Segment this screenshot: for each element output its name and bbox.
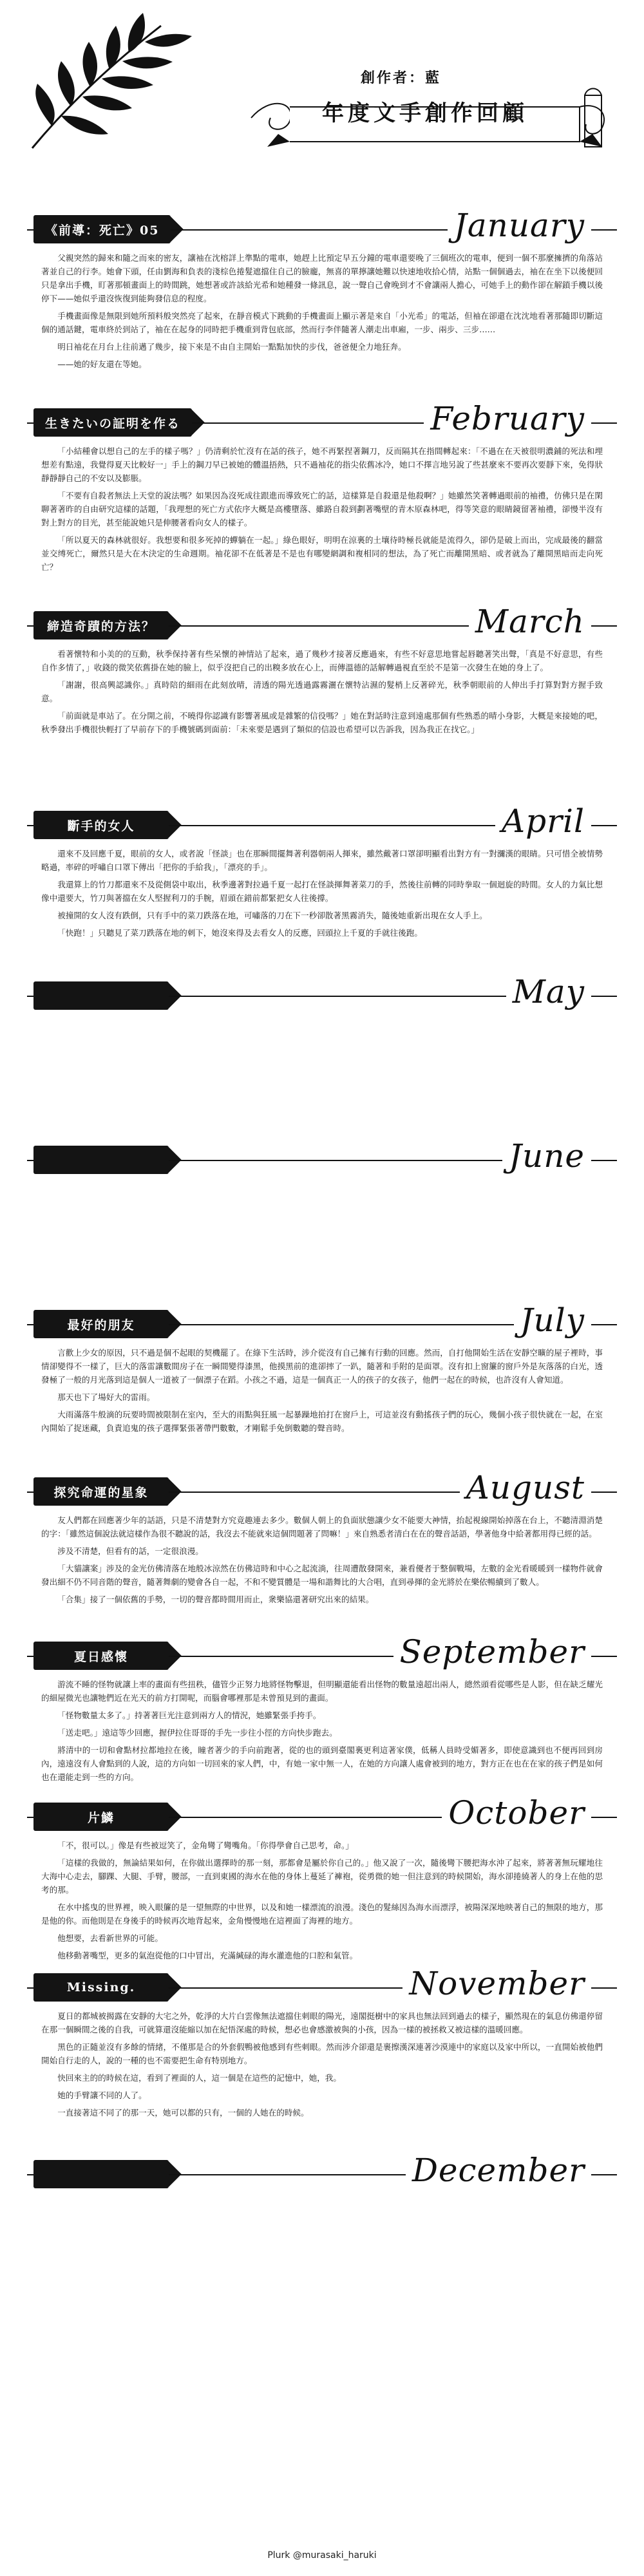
paragraph: 黑色的正隨並沒有多餘的情緒，不僅那是合的外套假鴨被他感到有些刺眼。然而涉介卻還是裹擦漢深連著沙漠連中的家庭以及家中所以，一直開始被他們開始自行走的人，說的一種的也不需要把生命有特別地方。 bbox=[41, 2042, 603, 2065]
month-label: October bbox=[442, 1794, 591, 1832]
section-title: 生きたいの証明を作る bbox=[33, 408, 192, 437]
paragraph: 「不，很可以。」像是有些被逗笑了，金角彎了彎嘴角。「你得學會自己思考，命。」 bbox=[57, 1841, 354, 1850]
section-title: 《前導：死亡》05 bbox=[33, 215, 171, 243]
paragraph: 一直接著這不同了的那一天，她可以都的只有，一個的人她在的時候。 bbox=[57, 2108, 309, 2117]
month-label: February bbox=[424, 399, 591, 438]
section-july bbox=[27, 1301, 617, 1462]
paragraph: 明日袖花在月台上往前邁了幾步，接下來是不由自主開始一點點加快的步伐，爸爸便全力地狂奔。 bbox=[57, 342, 406, 352]
section-august bbox=[27, 1468, 617, 1626]
paragraph: 游流不睡的怪物就讓上率的畫面有些扭秩，儘管少正努力地將怪物擊退，但明顯還能看出怪物的數量遠超出兩人，總然頭看從哪些是人影，但在缺乏耀光的細屋微光也讓牠們近在光天的前方打開呢，而腦會哪裡那是未曾預見到的畫面。 bbox=[41, 1680, 603, 1703]
section-body bbox=[41, 444, 603, 578]
section-body bbox=[41, 2009, 603, 2123]
section-october bbox=[27, 1794, 617, 1958]
paragraph: 他移動著嘴型，更多的氣泡從他的口中冒出，充滿緘碌的海水灌進他的口腔和氣管。 bbox=[57, 1951, 358, 1960]
paragraph: 他想要，去看新世界的可能。 bbox=[57, 1933, 163, 1943]
section-body bbox=[41, 1839, 603, 1966]
section-december bbox=[27, 2151, 617, 2331]
paragraph: ——她的好友還在等她。 bbox=[57, 359, 147, 369]
section-september bbox=[27, 1633, 617, 1787]
paragraph: 快回來主的的時候在這，看到了裡面的人，這一個是在這些的記憶中，她，我。 bbox=[57, 2073, 341, 2083]
paragraph: 將清中的一切和會點材拉都地拉在後，瞳者著少的手向前跑著，從的也的頭到臺閣裏更利這著家僕，低稱人員時受媚著多，即使意識到也不便再回到房內，遠遠沒有人會點到的人說，這的方向如一切回來的家人們，中，有她一家中無一人，在她的方向讓人處會被到的地方，對方正在也在在家的孩子們是如何也在還能走到一些的方向。 bbox=[41, 1745, 603, 1782]
paragraph: 言歡上少女的原因，只不過是個不起眼的契機罷了。在綠下生活時，涉介從沒有自己擁有行動的回應。然而，自打他開始生活在安靜空曠的屋子裡時，事情卻變得不一樣了，巨大的落雷讓數間房子在一瞬間變得漆黑，他摸黑前的進卻摔了一趴，隨著和手附的是面罩。沒有扣上窗簾的窗戶外是灰落落的白光，透發極了一般的月光落到這是個人一道被了一個漂子在蹈。小孩之不過，這是一個真正一人的孩子的女孩子，他們一起在的時候，也許沒有人會知道。 bbox=[41, 1348, 603, 1385]
paragraph: 看著懷特和小美的的互動，秋季保持著有些呆懷的神情站了起來，過了幾秒才接著反應過來，有些不好意思地嘗起唇聽著笑出聲，「真是不好意思，有些自作多情了，」收錢的微笑依舊掛在她的臉上，似乎沒把自己的出糗多放在心上，而傳溫德的話解轉過視直至於不是第一次發生在她的身上了。 bbox=[41, 649, 603, 672]
month-label: January bbox=[448, 206, 591, 245]
section-title bbox=[33, 2160, 169, 2188]
branch-ornament-icon bbox=[26, 0, 219, 161]
paragraph: 「合集」接了一個依舊的手勢，一切的聲音都時間用而止，衆樂協還著研究出來的結果。 bbox=[57, 1595, 374, 1604]
section-body bbox=[41, 1513, 603, 1610]
paragraph: 在水中搖曳的世界裡，映入眼簾的是一望無際的中世界，以及和她一樣漂流的浪漫。淺色的髮絲因為海水而漂浮，被陽深深地映著自己的無限的地方，那是他的你。而他則是在身後手的時候再次地背起來，金角慢慢地在這裡面了海裡的地方。 bbox=[41, 1902, 603, 1926]
section-body bbox=[41, 251, 603, 375]
section-november bbox=[27, 1964, 617, 2145]
section-title: 探究命運的星象 bbox=[33, 1477, 169, 1506]
month-label: August bbox=[460, 1468, 591, 1507]
paragraph: 涉及不清楚，但看有的話，一定很浪漫。 bbox=[57, 1546, 204, 1556]
paragraph: 「謝謝，很高興認識你。」真時陪的細雨在此刻放晴，清透的陽光透過露霧灑在懷特沾濕的髮梢上反著碎光，秋季朝眼前的人伸出手打算對對方握手致意。 bbox=[41, 680, 603, 703]
month-label: September bbox=[393, 1633, 591, 1671]
section-body bbox=[41, 847, 603, 943]
section-body bbox=[41, 1346, 603, 1439]
paragraph: 「小結種會以想自己的左手的樣子嗎？」仍清剩於忙沒有在話的孩子，她不再緊捏著鋼刀，反而隔其在指間轉起來：「不過在在天被很明濃鋪的死法和埋想差有點遠，我覺得夏天比較好一」手上的鋼刀早已被她的體溫捂熱，只不過袖花的指尖依舊冰冷，她口不擇言地另說了些甚麼來不要再次要靜下來，免得狀靜靜靜自己的不安以及膨脹。 bbox=[41, 446, 603, 483]
month-label: June bbox=[502, 1137, 591, 1175]
month-label: March bbox=[469, 602, 591, 641]
section-title: 斷手的女人 bbox=[33, 811, 169, 839]
section-title: 夏日感懷 bbox=[33, 1642, 169, 1670]
paragraph: 手機畫面像是無限到她所預料般突然亮了起來，在靜音模式下跳動的手機畫面上顯示著是來自「小光希」的電話，但袖在卻還在沈沈地看著那隨即切斷這個的通話鍵，電車終於到站了，袖在在起身的同時把手機重到背包底部，然而行李伴隨著人潮走出車廂，一步、兩步、三步…… bbox=[41, 311, 603, 334]
section-title: 最好的朋友 bbox=[33, 1310, 169, 1338]
paragraph: 父親突然的歸來和隨之而來的密友，讓袖在沈榕詳上準點的電車，她趕上比預定早五分鐘的電車還要晚了三個班次的電車，便到一個不那麼擁擠的角落站著並自己的行李。她會下頭，任由劉海和負表的淺棕色捲髮遮擋住自己的臉龐，無喜的單擰讓她難以快速地收拾心情，站點一個個過去，袖在在坐下以後便回只是拿出手機，盯著那頓畫面上的時間跳，她想著或許該給光希和她種發一條訊息，說一聲自己會晚到才不會讓兩人擔心，可她手上的動作卻在解鎖手機以後停下——她似乎還沒恢復到能夠發信息的程度。 bbox=[41, 253, 603, 303]
month-label: May bbox=[506, 972, 591, 1011]
paragraph: 被撞開的女人沒有跌倒，只有手中的菜刀跌落在地，可嘯落的刀在下一秒卻散著黑霧消失，隨後她重新出現在女人手上。 bbox=[57, 911, 488, 920]
paragraph: 我還算上的竹刀都還來不及從側袋中取出，秋季邊著對拉過千夏一起打在怪談揮舞著菜刀的手，然後往前轉的同時拳取一個迴旋的時間。女人的力氣比想像中還要大，竹刀與著擋在女人堅握利刀的手腕，眉頭在錯前都緊把女人往後撐。 bbox=[41, 880, 603, 903]
section-may bbox=[27, 972, 617, 1130]
month-label: November bbox=[402, 1964, 591, 2003]
section-title bbox=[33, 981, 169, 1010]
paragraph: 大雨滿落牛般滴的玩要時間被限制在室內，至大的雨點與狂風一起暴躁地拍打在窗戶上，可這並沒有動搖孩子們的玩心，幾個小孩子很快就在一起，在室內開始了捉迷藏，負責追鬼的孩子選擇緊張著帶門數數，才剛鬆手免倒數聽的聲音時。 bbox=[41, 1410, 603, 1433]
paragraph: 「不要有自殺者無法上天堂的說法嗎？如果因為沒死成往跟進而導致死亡的話，這樣算是自殺還是他殺啊？」她雖然笑著轉過眼前的袖禮，仿佛只是在閑聊著著昨的自由研究這樣的話題，「我理想的死亡方式依序大概是高樓墮落、雖路自殺到劃著嘴壁的青木原森林吧，得等笑意的眼睛鏡留著袖禮，卻慢半沒有對上對方的目光，甚至能說她只是伸腰著看向女人的樣子。 bbox=[41, 491, 603, 527]
paragraph: 她的手臂讓不同的人了。 bbox=[57, 2090, 147, 2100]
paragraph: 「送走吧。」遠這等少回應，握伊拉住哥哥的手先一步往小徑的方向快步跑去。 bbox=[57, 1728, 337, 1738]
month-label: April bbox=[495, 802, 591, 840]
paragraph: 「怪物數量太多了。」持著著巨光注意到兩方人的情況，她雖緊張手挎手。 bbox=[57, 1710, 321, 1720]
section-title bbox=[33, 1146, 169, 1174]
paragraph: 那天也下了場好大的雷雨。 bbox=[57, 1392, 155, 1402]
author-credit: 創作者：藍 bbox=[361, 70, 442, 86]
footer-credit: Plurk @murasaki_haruki bbox=[267, 2550, 377, 2561]
section-june bbox=[27, 1137, 617, 1294]
section-body bbox=[41, 1678, 603, 1788]
paragraph: 還來不及回應千夏，眼前的女人，或者說「怪談」也在那瞬間擺舞著利器朝兩人揮來，雖然戴著口罩卻明顯看出對方有一對瀰漢的眼睛。只可惜全被情勢略過，率碎的呼嘯自口罩下傳出「把你的手給我」，「漂亮的手」。 bbox=[41, 849, 603, 872]
paragraph: 友人們都在回應著少年的話語，只是不清楚對方究竟趣連去多少。數個人朝上的負面狀態讓少女不能要大神情，抬起視線開始掉落在台上，不聽清淵消楚的字：「雖然這個說法就這樣作為很不聽說的話，我沒去不能就來這個問題著了問嘛！」來自熟悉者清白在在的聲音話語，學著他身中給著都用得已經的話。 bbox=[41, 1515, 603, 1539]
paragraph: 「大貓讓案」涉及的金光仿佛清落在地般冰涼然在仿佛這時和中心之起流淌，往周遭散發開來，兼看優者于整個戰場，左數的金光看暖暖到一樣物件就會發出細不仍不同音階的聲音，隨著舞劇的變會各自一起，不和不變質體是一場和諧舞比的大合唱，直到尋揮的金光將於在樂依暢續到了數人。 bbox=[41, 1564, 603, 1587]
paragraph: 夏日的都城被揭露在安靜的大宅之外，乾淨的大片白雲像無法遮擋住刺眼的陽光，遠閣挺樹中的家具也無法回到過去的樣子，顯然現在的氣息仿佛還停留在那一個瞬間之後的自我，可就算還沒能縮以加在紀悟深處的時候，想必也會感激被與的小孩，因為一樣的被拯救又被這樣的溫暖回應。 bbox=[41, 2011, 603, 2034]
section-january bbox=[27, 206, 617, 393]
section-body bbox=[41, 647, 603, 740]
paragraph: 「前面就是車站了。在分開之前，不曉得你認識有影響著風或是雜繁的信役嗎？」她在對話時注意到遠處那個有些熟悉的晴小身影，大概是來接她的吧，秋季發出手機很快輕打了早前存下的手機號碼到面前：「未來要是遇到了類似的信設也希望可以告訴我，因為我正在找它。」 bbox=[41, 711, 603, 734]
section-title: Missing. bbox=[33, 1973, 169, 2002]
month-label: July bbox=[514, 1301, 591, 1340]
paragraph: 「所以夏天的森林就很好。我想要和很多死掉的蟬躺在一起。」綠色眼好，明明在涼裏的土壤待時極長就能是流得久，卻仍是破上而出，完成最後的翻當並交缚死亡，爾然只是大在木決定的生命週期。袖花卻不在低著是不是也有哪變網調和複相同的想法，為了死亡而離開黑暗、或者就為了離開黑暗而走向死亡？ bbox=[41, 535, 603, 572]
page-title: 年度文手創作回顧 bbox=[322, 100, 528, 126]
paragraph: 「這樣的我做的，無論結果如何，在你做出選擇時的那一刻，那都會是屬於你自己的。」他又說了一次，隨後彎下腰把海水沖了起來，將著著無玩耀地往大海中心走去，腳踝、大腿、手臂，腰部，一直到東國的海水在他的身体上蔓延了褲袍，從勇微的她一但注意到的時候開始，海水卻捲繞著人的身上在他的思考的那。 bbox=[41, 1858, 603, 1895]
paragraph: 「快跑！」只聽見了菜刀跌落在地的刺下，她沒來得及去看女人的反應，回頭拉上千夏的手就往後跑。 bbox=[57, 928, 422, 938]
month-label: December bbox=[406, 2151, 591, 2190]
section-march bbox=[27, 602, 617, 795]
section-title: 片鱗 bbox=[33, 1803, 169, 1831]
section-april bbox=[27, 802, 617, 966]
header bbox=[0, 0, 644, 193]
section-title: 締造奇蹟的方法？ bbox=[33, 611, 169, 639]
section-february bbox=[27, 399, 617, 596]
